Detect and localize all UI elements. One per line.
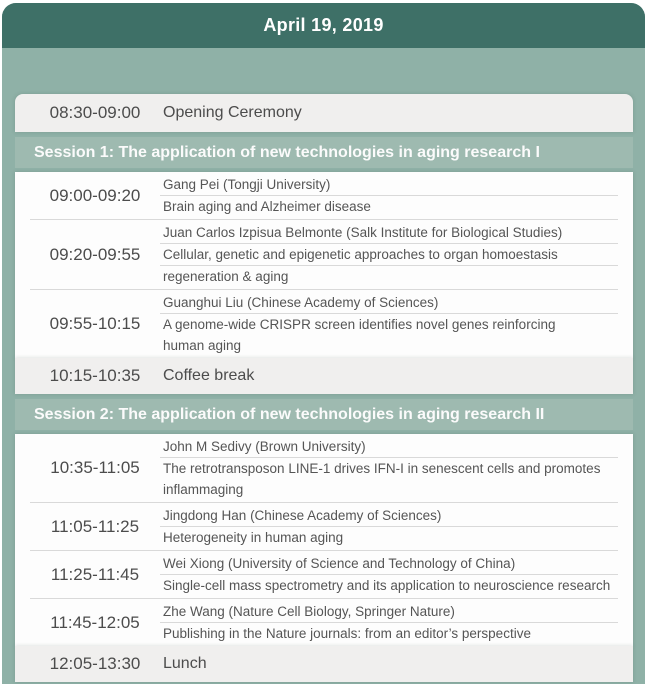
talk-title-line: Publishing in the Nature journals: from an editor’s perspective	[163, 626, 531, 641]
talk-speaker: Gang Pei (Tongji University)	[160, 174, 618, 196]
talk-details	[160, 174, 618, 217]
talk-title-line: Single-cell mass spectrometry and its application to neuroscience research	[163, 578, 611, 593]
talk-title-line: human aging	[163, 338, 242, 353]
talk-details	[160, 505, 618, 548]
talk-title-line: regeneration & aging	[163, 269, 289, 284]
talk-row	[30, 172, 618, 219]
talk-time: 10:35-11:05	[50, 458, 140, 477]
talk-time: 11:45-12:05	[50, 612, 140, 632]
talk-time: 11:25-11:45	[50, 564, 140, 584]
talk-details	[160, 436, 618, 500]
talk-row	[30, 502, 618, 550]
talk-time: 09:20-09:55	[49, 244, 141, 264]
break-label: Lunch	[163, 655, 207, 672]
talk-details	[160, 553, 618, 596]
talk-speaker: Jingdong Han (Chinese Academy of Sciences)	[160, 505, 618, 527]
talk-time: 09:00-09:20	[49, 185, 141, 205]
lunch-row	[15, 646, 633, 682]
talk-row	[30, 598, 618, 646]
talk-details	[160, 222, 618, 287]
talks-block	[15, 172, 633, 358]
talk-title-line: Brain aging and Alzheimer disease	[163, 199, 371, 214]
break-time: 12:05-13:30	[49, 654, 141, 673]
talk-title-line: Cellular, genetic and epigenetic approaches to organ homoestasis	[160, 244, 618, 266]
talk-speaker: Zhe Wang (Nature Cell Biology, Springer Nature)	[160, 601, 618, 623]
session-title: Session 2: The application of new technologies in aging research II	[15, 399, 633, 430]
talks-block	[15, 434, 633, 646]
talk-title-line: inflammaging	[163, 482, 244, 497]
talk-title-line: Heterogeneity in human aging	[163, 530, 344, 545]
talk-row	[30, 289, 618, 358]
talk-row	[30, 550, 618, 598]
talk-details	[160, 292, 618, 356]
talk-speaker: Guanghui Liu (Chinese Academy of Sciences)	[160, 292, 618, 314]
talk-speaker: Wei Xiong (University of Science and Technology of China)	[160, 553, 618, 575]
talk-title-line: A genome-wide CRISPR screen identifies novel genes reinforcing	[163, 317, 556, 332]
talk-title-line: The retrotransposon LINE-1 drives IFN-I in senescent cells and promotes	[163, 461, 601, 476]
talk-time: 09:55-10:15	[49, 314, 141, 333]
break-label: Opening Ceremony	[163, 104, 302, 121]
break-label: Coffee break	[163, 367, 255, 384]
talk-time: 11:05-11:25	[50, 516, 140, 536]
session-title: Session 1: The application of new technologies in aging research I	[15, 137, 633, 168]
opening-ceremony-row	[15, 94, 633, 132]
talk-row	[30, 434, 618, 502]
talk-row	[30, 219, 618, 289]
break-time: 10:15-10:35	[49, 366, 141, 385]
talk-details	[160, 601, 618, 644]
schedule-body	[2, 48, 645, 682]
coffee-break-row	[15, 358, 633, 394]
talk-speaker: John M Sedivy (Brown University)	[160, 436, 618, 458]
date-header-bar	[2, 3, 645, 48]
program-page	[2, 3, 645, 684]
talk-speaker: Juan Carlos Izpisua Belmonte (Salk Institute for Biological Studies)	[160, 222, 618, 244]
break-time: 08:30-09:00	[49, 103, 141, 122]
date-title: April 19, 2019	[263, 15, 384, 35]
